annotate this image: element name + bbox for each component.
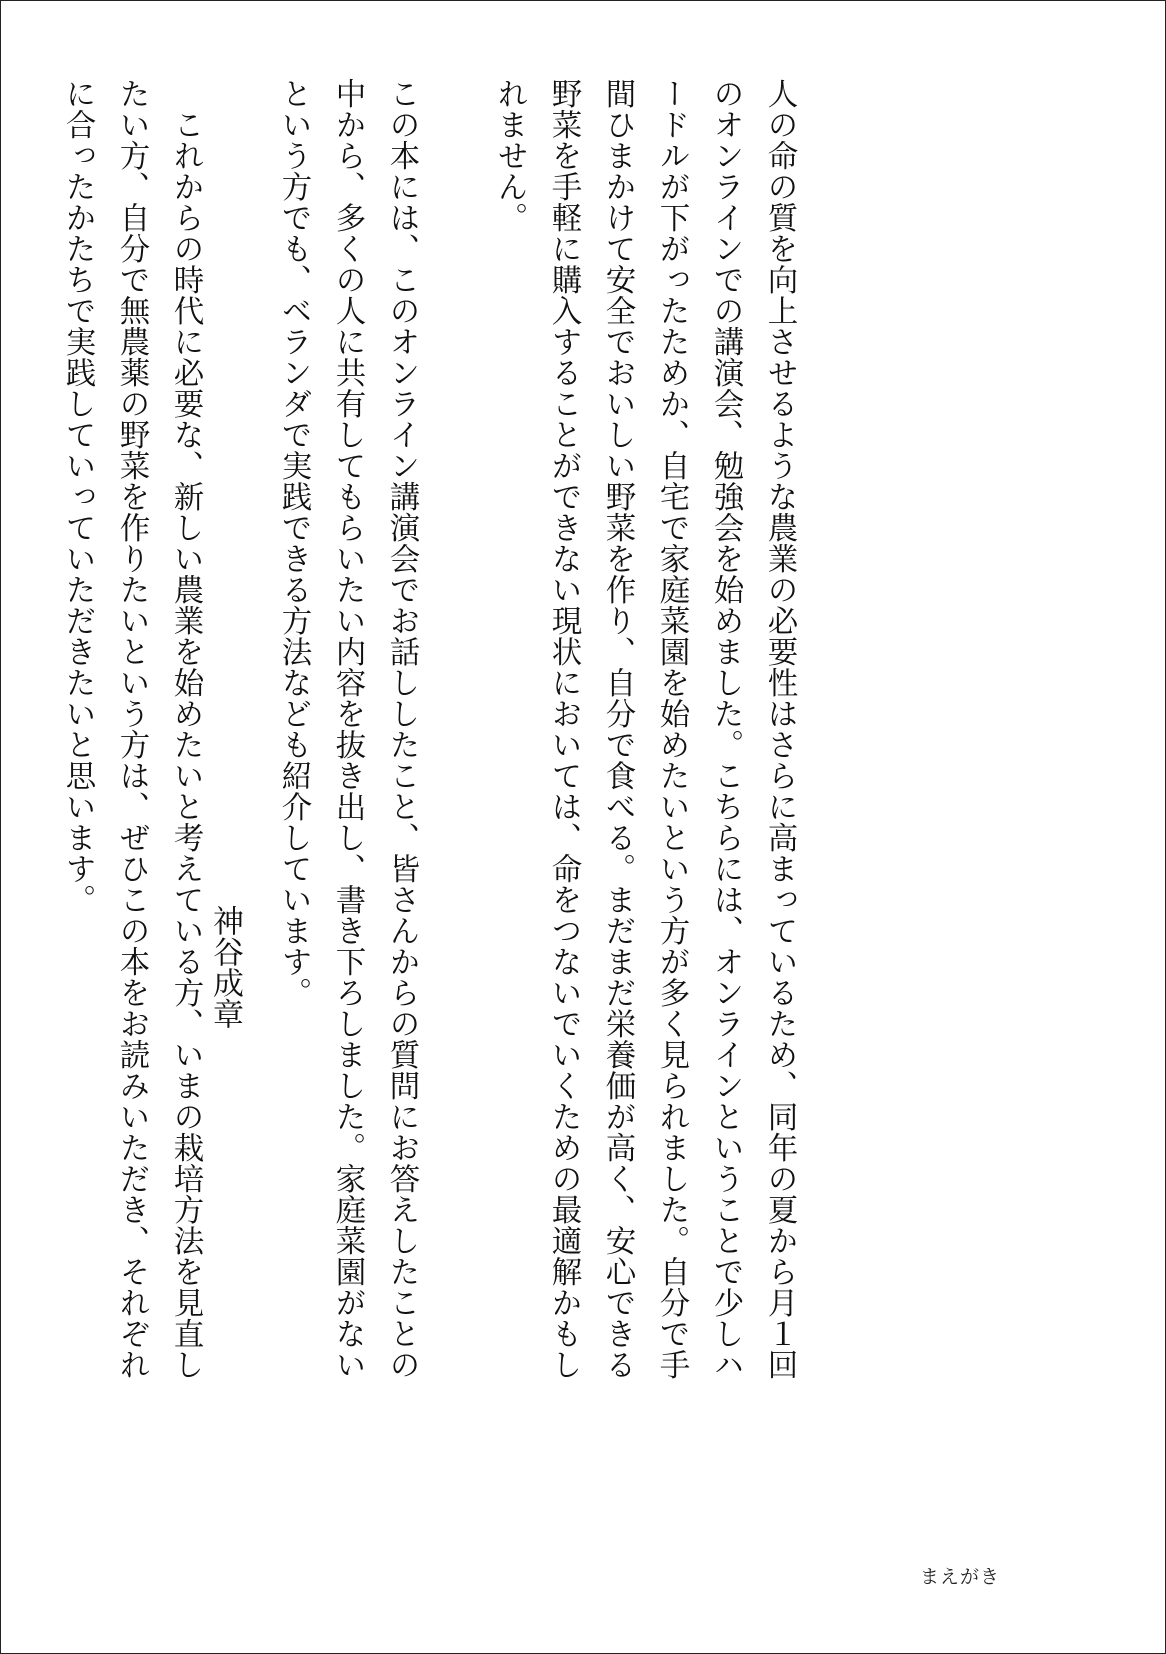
- paragraph-1: 人の命の質を向上させるような農業の必要性はさらに高まっているため、同年の夏から月１回のオンラインでの講演会、勉強会を始めました。こちらには、オンラインということで少しハードルが下がったためか、自宅で家庭菜園を始めたいという方が多く見られました。自分で手間ひまかけて安全でおいしい野菜を作り、自分で食べる。まだまだ栄養価が高く、安心できる野菜を手軽に購入することができない現状においては、命をつないでいくための最適解かもしれません。: [492, 78, 797, 1380]
- author-signature: 神谷成章: [207, 905, 243, 1029]
- paragraph-gap: [428, 78, 482, 1408]
- paragraph-2: この本には、このオンライン講演会でお話ししたこと、皆さんからの質問にお答えしたことの中から、多くの人に共有してもらいたい内容を抜き出し、書き下ろしました。家庭菜園がないという方でも、ベランダで実践できる方法なども紹介しています。: [276, 78, 419, 1380]
- paragraph-gap: [212, 78, 266, 1408]
- body-text: [50, 78, 806, 1408]
- paragraph-3: これからの時代に必要な、新しい農業を始めたいと考えている方、いまの栽培方法を見直したい方、自分で無農薬の野菜を作りたいという方は、ぜひこの本をお読みいただき、それぞれに合ったかたちで実践していっていただきたいと思います。: [60, 78, 203, 1380]
- section-label: まえがき: [920, 1566, 1001, 1588]
